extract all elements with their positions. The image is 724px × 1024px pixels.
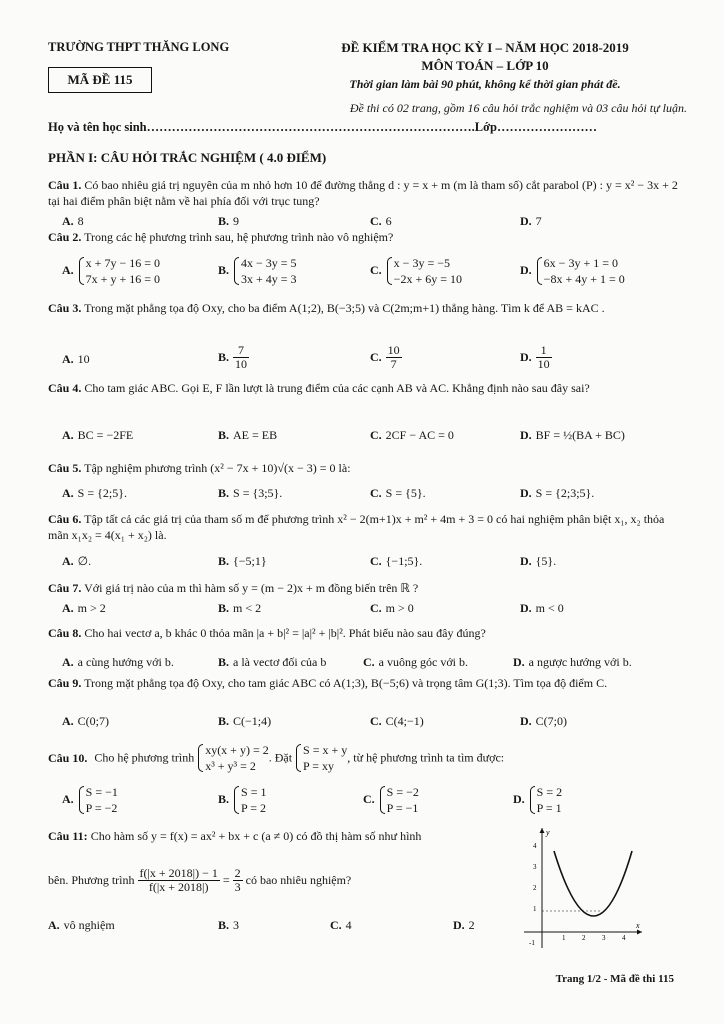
y-tick-4: 4: [533, 842, 537, 850]
q9-option-b[interactable]: B. C(−1;4): [218, 714, 272, 728]
q11-option-c[interactable]: C. 4: [330, 918, 352, 932]
q1-option-a[interactable]: A. 8: [62, 214, 84, 228]
q10-option-d[interactable]: D. S = 2 P = 1: [513, 785, 563, 815]
q5-option-a[interactable]: A. S = {2;5}.: [62, 486, 127, 500]
q6-option-d[interactable]: D. {5}.: [520, 554, 557, 568]
question-1: [48, 177, 688, 209]
q1-option-d[interactable]: D. 7: [520, 214, 542, 228]
q5-option-b[interactable]: B. S = {3;5}.: [218, 486, 283, 500]
q3-option-b[interactable]: B. $\frac{7}{10}$: [218, 343, 248, 371]
q8-option-c[interactable]: C. a vuông góc với b.: [363, 655, 469, 669]
q4-option-c[interactable]: C. 2CF − AC = 0: [370, 428, 454, 442]
q6-option-c[interactable]: C. {−1;5}.: [370, 554, 423, 568]
q10-option-a[interactable]: A. S = −1 P = −2: [62, 785, 118, 815]
q2-option-d[interactable]: D. 6x − 3y + 1 = 0 −8x + 4y + 1 = 0: [520, 256, 625, 286]
q8-option-a[interactable]: A. a cùng hướng với b.: [62, 655, 174, 669]
question-4: Câu 4. Cho tam giác ABC. Gọi E, F lần lượt là trung điểm của các cạnh AB và AC. Khẳng định nào sau đây sai?: [48, 381, 590, 395]
question-5: Câu 5. Tập nghiệm phương trình (x² − 7x + 10)√(x − 3) = 0 là:: [48, 461, 351, 475]
student-name-line: Họ và tên học sinh…………………………………………………………………….Lớp……………………: [48, 120, 597, 134]
question-6: Câu 6. Tập tất cả các giá trị của tham số m để phương trình x² − 2(m+1)x + m² + 4m + 3 = 0 có hai nghiệm phân biệt x₁, x₂ thỏa mãn x₁x₂ = 4(x₁ + x₂) là.: [48, 512, 665, 542]
x-tick-1: 1: [562, 934, 566, 942]
q3-option-d[interactable]: D. $\frac{1}{10}$: [520, 343, 550, 371]
q3-option-a[interactable]: A. 10: [62, 352, 90, 366]
q5-option-c[interactable]: C. S = {5}.: [370, 486, 426, 500]
question-11-line2: bên. Phương trình $\frac{f(|x + 2018|) - 1}{f(|x + 2018|)}$ = $\frac{2}{3}$ có bao nhiêu nghiệm?: [48, 866, 352, 894]
q4-option-d[interactable]: D. BF = ½(BA + BC): [520, 428, 625, 442]
q11-option-d[interactable]: D. 2: [453, 918, 475, 932]
q7-option-d[interactable]: D. m < 0: [520, 601, 564, 615]
question-3: Câu 3. Trong mặt phẳng tọa độ Oxy, cho ba điểm A(1;2), B(−3;5) và C(2m;m+1) thẳng hàng. Tìm k để AB = kAC .: [48, 301, 605, 315]
q4-option-b[interactable]: B. AE = EB: [218, 428, 278, 442]
q1-option-b[interactable]: B. 9: [218, 214, 240, 228]
q11-option-a[interactable]: A. vô nghiệm: [48, 918, 115, 932]
y-tick-1: 1: [533, 905, 537, 913]
exam-page-info: Đề thi có 02 trang, gồm 16 câu hỏi trắc nghiệm và 03 câu hỏi tự luận.: [349, 101, 687, 115]
q2-option-b[interactable]: B. 4x − 3y = 5 3x + 4y = 3: [218, 256, 297, 286]
q1-option-c[interactable]: C. 6: [370, 214, 392, 228]
q2-option-a[interactable]: A. x + 7y − 16 = 0 7x + y + 16 = 0: [62, 256, 160, 286]
question-10: Câu 10. Cho hệ phương trình xy(x + y) = 2 x³ + y³ = 2 . Đặt S = x + y P = xy , từ hệ phương trình ta tìm được:: [48, 743, 505, 773]
y-tick-2: 2: [533, 884, 537, 892]
question-9: Câu 9. Trong mặt phẳng tọa độ Oxy, cho tam giác ABC có A(1;3), B(−5;6) và trọng tâm G(1;3). Tìm tọa độ điểm C.: [48, 676, 608, 690]
q8-option-b[interactable]: B. a là vectơ đối của b: [218, 655, 327, 669]
q3-option-c[interactable]: C. $\frac{10}{7}$: [370, 343, 400, 371]
x-tick-4: 4: [622, 934, 626, 942]
question-label: Câu 1.: [48, 178, 82, 192]
q11-option-b[interactable]: B. 3: [218, 918, 240, 932]
school-name: TRƯỜNG THPT THĂNG LONG: [48, 40, 230, 54]
question-11-line1: Câu 11: Cho hàm số y = f(x) = ax² + bx + c (a ≠ 0) có đồ thị hàm số như hình: [48, 829, 422, 843]
q6-option-b[interactable]: B. {−5;1}: [218, 554, 267, 568]
q9-option-a[interactable]: A. C(0;7): [62, 714, 110, 728]
exam-time-info: Thời gian làm bài 90 phút, không kể thời gian phát đề.: [349, 77, 621, 91]
q10-option-b[interactable]: B. S = 1 P = 2: [218, 785, 267, 815]
page-footer: Trang 1/2 - Mã đề thi 115: [555, 973, 674, 985]
x-axis-arrow: [637, 930, 642, 935]
question-7: Câu 7. Với giá trị nào của m thì hàm số y = (m − 2)x + m đồng biến trên ℝ ?: [48, 581, 419, 595]
x-tick-2: 2: [582, 934, 586, 942]
q7-option-b[interactable]: B. m < 2: [218, 601, 262, 615]
y-axis-arrow: [540, 828, 545, 833]
q9-option-c[interactable]: C. C(4;−1): [370, 714, 424, 728]
parabola-curve: [554, 851, 632, 916]
q6-option-a[interactable]: A. ∅.: [62, 554, 92, 568]
q10-option-c[interactable]: C. S = −2 P = −1: [363, 785, 419, 815]
q9-option-d[interactable]: D. C(7;0): [520, 714, 568, 728]
q8-option-d[interactable]: D. a ngược hướng với b.: [513, 655, 632, 669]
parabola-graph: [524, 826, 644, 950]
x-tick-3: 3: [602, 934, 606, 942]
x-axis-label: x: [636, 921, 640, 930]
exam-title: ĐỀ KIỂM TRA HỌC KỲ I – NĂM HỌC 2018-2019: [341, 40, 629, 55]
q2-option-c[interactable]: C. x − 3y = −5 −2x + 6y = 10: [370, 256, 462, 286]
question-text: Có bao nhiêu giá trị nguyên của m nhỏ hơn 10 để đường thẳng d : y = x + m (m là tham số) cắt parabol (P) : y = x² − 3x + 2 tại hai điểm phân biệt nằm về hai phía đối với trục tung?: [48, 178, 678, 208]
question-2: Câu 2. Trong các hệ phương trình sau, hệ phương trình nào vô nghiệm?: [48, 230, 394, 244]
y-tick-minus1: -1: [529, 939, 535, 947]
exam-subject: MÔN TOÁN – LỚP 10: [421, 58, 549, 73]
q7-option-c[interactable]: C. m > 0: [370, 601, 414, 615]
y-tick-3: 3: [533, 863, 537, 871]
y-axis-label: y: [546, 828, 550, 837]
q5-option-d[interactable]: D. S = {2;3;5}.: [520, 486, 595, 500]
question-8: Câu 8. Cho hai vectơ a, b khác 0 thỏa mãn |a + b|² = |a|² + |b|². Phát biểu nào sau đây đúng?: [48, 626, 486, 640]
q7-option-a[interactable]: A. m > 2: [62, 601, 106, 615]
exam-code-box: MÃ ĐỀ 115: [48, 67, 152, 93]
section-title: PHẦN I: CÂU HỎI TRẮC NGHIỆM ( 4.0 ĐIỂM): [48, 150, 327, 165]
q4-option-a[interactable]: A. BC = −2FE: [62, 428, 134, 442]
